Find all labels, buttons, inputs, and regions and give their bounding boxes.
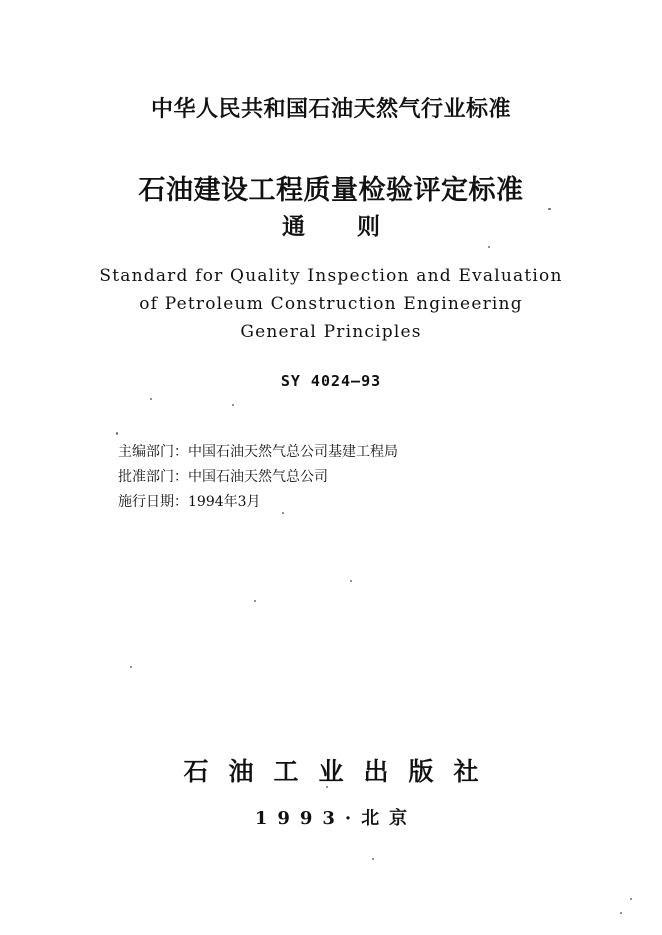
document-title-zh: 石油建设工程质量检验评定标准 xyxy=(138,175,524,206)
meta-value-effective-date: 1994年3月 xyxy=(188,494,261,510)
document-title-en-line-3: General Principles xyxy=(240,322,422,342)
scan-speck xyxy=(130,666,132,668)
industry-standard-heading: 中华人民共和国石油天然气行业标准 xyxy=(150,96,511,122)
scan-speck xyxy=(116,432,118,435)
scan-speck xyxy=(232,404,234,406)
scan-speck xyxy=(150,398,152,400)
document-subtitle-zh: 通则 xyxy=(282,213,432,240)
publication-place-date: 1993·北京 xyxy=(254,808,418,829)
meta-label-effective-date: 施行日期： xyxy=(118,494,188,510)
scan-speck xyxy=(548,208,551,210)
publisher-name: 石油工业出版社 xyxy=(183,757,499,786)
scan-speck xyxy=(350,580,352,582)
scan-speck xyxy=(326,786,328,788)
scan-speck xyxy=(282,512,284,514)
scan-speck xyxy=(254,600,256,602)
meta-label-approver: 批准部门： xyxy=(118,469,188,485)
meta-value-editor: 中国石油天然气总公司基建工程局 xyxy=(188,444,398,460)
scan-speck xyxy=(620,912,622,914)
scan-speck xyxy=(630,898,632,900)
standard-code: SY 4024—93 xyxy=(280,372,382,390)
scan-speck xyxy=(372,858,374,860)
scan-speck xyxy=(488,246,490,248)
issuing-info xyxy=(118,440,618,515)
meta-row-effective-date xyxy=(118,490,618,515)
document-title-en-line-2: of Petroleum Construction Engineering xyxy=(139,294,523,314)
meta-label-editor: 主编部门： xyxy=(118,444,188,460)
document-title-en-line-1: Standard for Quality Inspection and Evaluation xyxy=(99,266,563,286)
meta-row-editor xyxy=(118,440,618,465)
meta-row-approver xyxy=(118,465,618,490)
meta-value-approver: 中国石油天然气总公司 xyxy=(188,469,328,485)
